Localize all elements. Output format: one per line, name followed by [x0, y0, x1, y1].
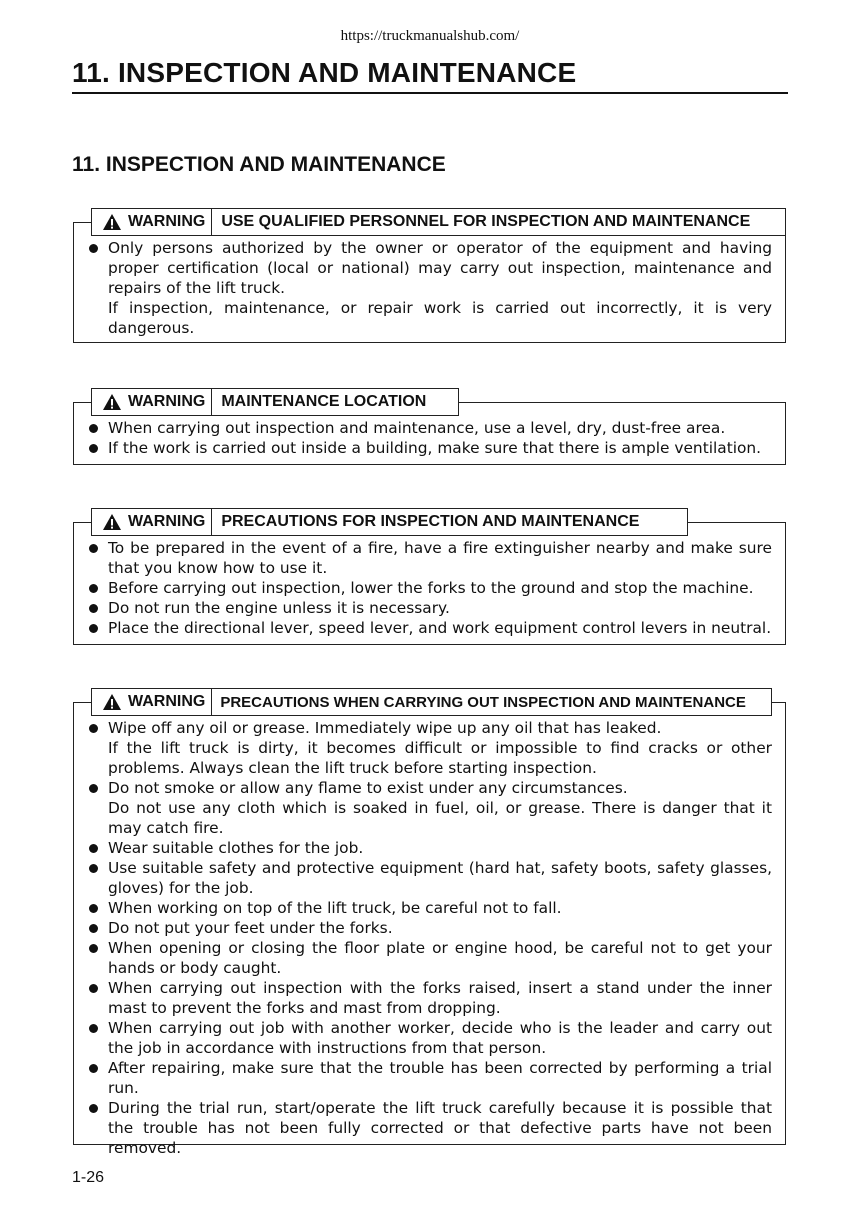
list-item: Place the directional lever, speed lever, and work equipment control levers in neutral.: [87, 618, 772, 638]
list-item: Do not smoke or allow any flame to exist under any circumstances. Do not use any cloth which is soaked in fuel, oil, or grease. There is danger that it may catch fire.: [87, 778, 772, 838]
warning-heading: USE QUALIFIED PERSONNEL FOR INSPECTION AND MAINTENANCE: [221, 213, 751, 230]
page-number: 1-26: [72, 1169, 105, 1186]
warning-word: WARNING: [128, 393, 206, 410]
warning-label: [91, 508, 688, 536]
warning-label: [91, 388, 459, 416]
warning-word: WARNING: [128, 513, 206, 530]
warning-item-list: [87, 238, 772, 338]
warning-triangle-icon: [102, 213, 122, 231]
list-item: When working on top of the lift truck, be careful not to fall.: [87, 898, 772, 918]
warning-word: WARNING: [128, 213, 206, 230]
warning-item-list: [87, 418, 772, 458]
warning-label: [91, 688, 772, 716]
warning-label: [91, 208, 786, 236]
chapter-header: 11. INSPECTION AND MAINTENANCE: [72, 56, 788, 94]
list-item: Wipe off any oil or grease. Immediately wipe up any oil that has leaked. If the lift truck is dirty, it becomes difficult or impossible to find cracks or other problems. Always clean the lift truck before starting inspection.: [87, 718, 772, 778]
list-item: Only persons authorized by the owner or operator of the equipment and having proper certification (local or national) may carry out inspection, maintenance and repairs of the lift truck. If inspection, maintenance, or repair work is carried out incorrectly, it is very dangerous.: [87, 238, 772, 338]
warning-box-qualified-personnel: [73, 213, 786, 343]
source-url: https://truckmanualshub.com/: [340, 28, 520, 44]
list-item: Do not run the engine unless it is necessary.: [87, 598, 772, 618]
list-item: During the trial run, start/operate the lift truck carefully because it is possible that the trouble has not been fully corrected or that defective parts have not been removed.: [87, 1098, 772, 1158]
list-item: When carrying out inspection with the forks raised, insert a stand under the inner mast to prevent the forks and mast from dropping.: [87, 978, 772, 1018]
warning-heading: PRECAUTIONS FOR INSPECTION AND MAINTENANCE: [221, 513, 640, 530]
warning-item-list: [87, 718, 772, 1158]
list-item: If the work is carried out inside a building, make sure that there is ample ventilation.: [87, 438, 772, 458]
warning-box-maintenance-location: [73, 393, 786, 465]
warning-heading: MAINTENANCE LOCATION: [221, 393, 427, 410]
warning-word: WARNING: [128, 693, 206, 710]
list-item: Use suitable safety and protective equipment (hard hat, safety boots, safety glasses, gloves) for the job.: [87, 858, 772, 898]
warning-heading: PRECAUTIONS WHEN CARRYING OUT INSPECTION AND MAINTENANCE: [220, 693, 746, 711]
list-item: After repairing, make sure that the trouble has been corrected by performing a trial run.: [87, 1058, 772, 1098]
warning-box-carrying-out-precautions: [73, 693, 786, 1157]
list-item: When carrying out job with another worker, decide who is the leader and carry out the job in accordance with instructions from that person.: [87, 1018, 772, 1058]
warning-triangle-icon: [102, 393, 122, 411]
list-item: Wear suitable clothes for the job.: [87, 838, 772, 858]
warning-triangle-icon: [102, 513, 122, 531]
warning-item-list: [87, 538, 772, 638]
list-item: When opening or closing the floor plate or engine hood, be careful not to get your hands or body caught.: [87, 938, 772, 978]
warning-triangle-icon: [102, 693, 122, 711]
list-item: Do not put your feet under the forks.: [87, 918, 772, 938]
list-item: Before carrying out inspection, lower the forks to the ground and stop the machine.: [87, 578, 772, 598]
section-title: 11. INSPECTION AND MAINTENANCE: [72, 153, 446, 176]
warning-box-precautions: [73, 513, 786, 645]
list-item: When carrying out inspection and maintenance, use a level, dry, dust-free area.: [87, 418, 772, 438]
list-item: To be prepared in the event of a fire, have a fire extinguisher nearby and make sure that you know how to use it.: [87, 538, 772, 578]
